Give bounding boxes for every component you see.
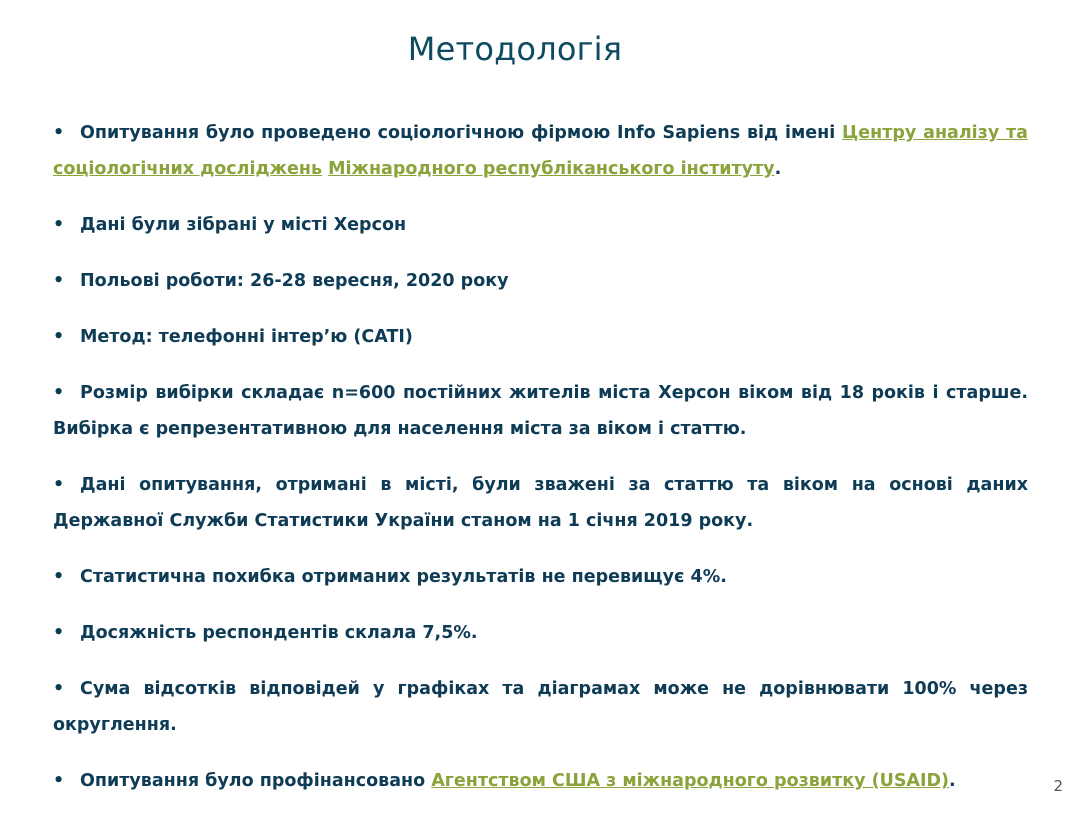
link-iri[interactable]: Міжнародного республіканського інституту <box>328 159 775 179</box>
bullet-text: Опитування було проведено соціологічною фірмою Info Sapiens від імені <box>80 123 843 143</box>
slide-title: Методологія <box>407 30 623 68</box>
bullet-text: Сума відсотків відповідей у графіках та діаграмах може не дорівнювати 100% через округлення. <box>53 679 1028 735</box>
bullet-method <box>53 319 1028 355</box>
bullet-weighting <box>53 467 1028 539</box>
bullet-text: Польові роботи: 26-28 вересня, 2020 року <box>80 271 509 291</box>
methodology-list <box>53 115 1028 819</box>
bullet-marker: • <box>53 327 65 347</box>
bullet-data-collected <box>53 207 1028 243</box>
bullet-response-rate <box>53 615 1028 651</box>
bullet-text-end: . <box>774 159 782 179</box>
bullet-marker: • <box>53 123 65 143</box>
page-number: 2 <box>1053 777 1063 795</box>
bullet-marker: • <box>53 623 65 643</box>
bullet-text-end: . <box>949 771 956 791</box>
bullet-sample-size <box>53 375 1028 447</box>
bullet-text: Дані були зібрані у місті Херсон <box>80 215 407 235</box>
bullet-marker: • <box>53 271 65 291</box>
bullet-marker: • <box>53 215 65 235</box>
bullet-text: Метод: телефонні інтер’ю (CATI) <box>80 327 413 347</box>
bullet-fieldwork <box>53 263 1028 299</box>
bullet-survey-conducted <box>53 115 1028 187</box>
bullet-text: Досяжність респондентів склала 7,5%. <box>80 623 478 643</box>
bullet-text: Розмір вибірки складає n=600 постійних жителів міста Херсон віком від 18 років і старше. Вибірка є репрезентативною для населення міста за віком і статтю. <box>53 383 1028 439</box>
bullet-marker: • <box>53 567 65 587</box>
bullet-margin-of-error <box>53 559 1028 595</box>
bullet-text: Опитування було профінансовано <box>80 771 432 791</box>
bullet-marker: • <box>53 475 65 495</box>
bullet-funding <box>53 763 1028 799</box>
link-center-analysis[interactable]: Центру аналізу та соціологічних досліджень <box>53 123 1028 179</box>
link-usaid[interactable]: Агентством США з міжнародного розвитку (USAID) <box>431 771 950 791</box>
bullet-marker: • <box>53 383 65 403</box>
bullet-marker: • <box>53 679 65 699</box>
bullet-text: Статистична похибка отриманих результатів не перевищує 4%. <box>80 567 727 587</box>
bullet-marker: • <box>53 771 65 791</box>
bullet-rounding <box>53 671 1028 743</box>
bullet-text: Дані опитування, отримані в місті, були зважені за статтю та віком на основі даних Державної Служби Статистики України станом на 1 січня 2019 року. <box>53 475 1028 531</box>
